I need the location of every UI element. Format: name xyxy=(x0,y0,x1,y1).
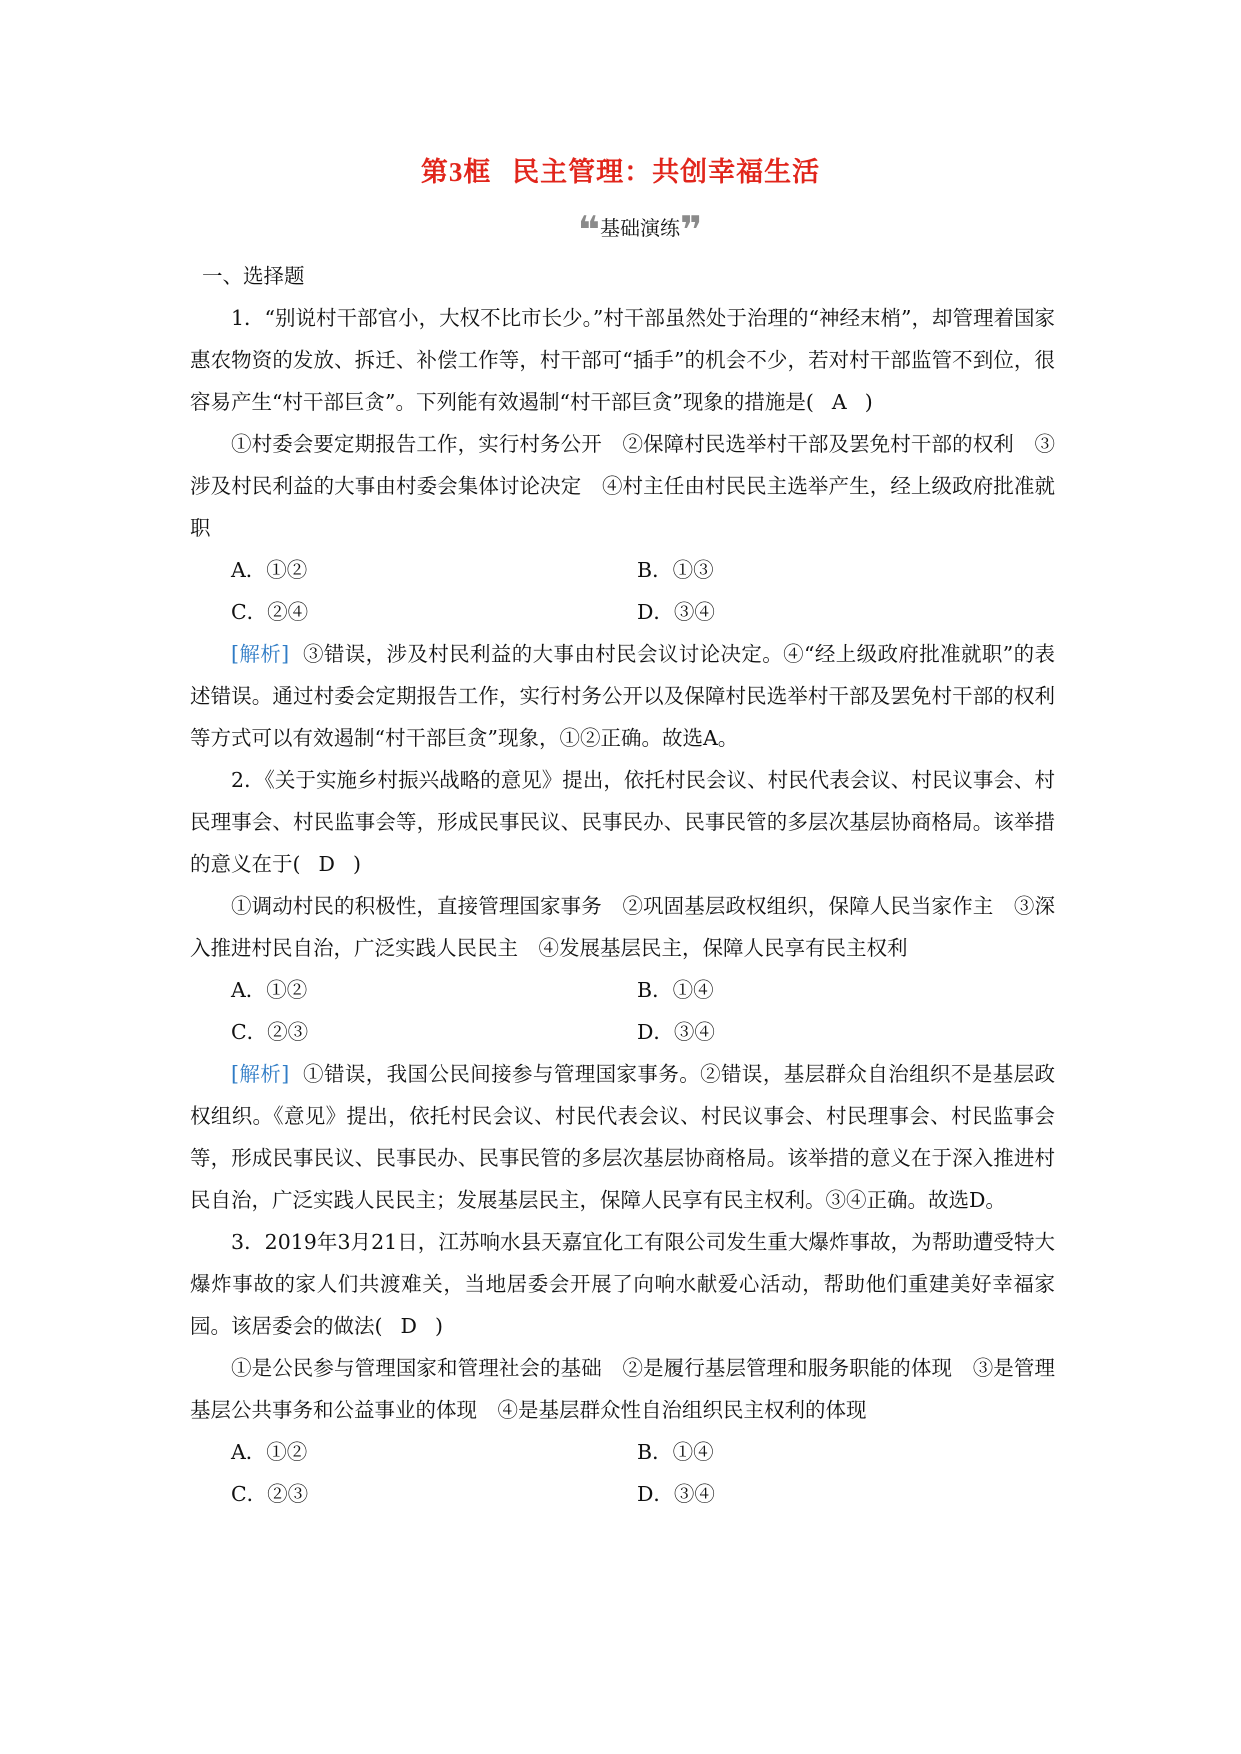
title-prefix: 第 xyxy=(420,157,449,188)
close-quote-icon: ❞ xyxy=(680,208,703,252)
option-a: A．①② xyxy=(231,978,308,1002)
title-main: 民主管理：共创幸福生活 xyxy=(512,157,821,188)
option-row xyxy=(190,969,1055,1011)
question-stem: 1．“别说村干部官小，大权不比市长少。”村干部虽然处于治理的“神经末梢”，却管理着国家惠农物资的发放、拆迁、补偿工作等，村干部可“插手”的机会不少，若对村干部监管不到位，很容易产生“村干部巨贪”。下列能有效遏制“村干部巨贪”现象的措施是( A ) xyxy=(190,306,1055,414)
statement-items: ①村委会要定期报告工作，实行村务公开 ②保障村民选举村干部及罢免村干部的权利 ③涉及村民利益的大事由村委会集体讨论决定 ④村主任由村民民主选举产生，经上级政府批准就职 xyxy=(190,432,1055,540)
option-row xyxy=(190,1431,1055,1473)
option-a: A．①② xyxy=(231,558,308,582)
question-stem: 2．《关于实施乡村振兴战略的意见》提出，依托村民会议、村民代表会议、村民议事会、村民理事会、村民监事会等，形成民事民议、民事民办、民事民管的多层次基层协商格局。该举措的意义在于( D ) xyxy=(190,768,1055,876)
option-d: D．③④ xyxy=(637,1020,715,1044)
option-row xyxy=(190,549,1055,591)
title-number: 3 xyxy=(448,157,464,187)
answer-choice: D xyxy=(318,852,335,876)
answer-choice: D xyxy=(400,1314,417,1338)
title-suffix: 框 xyxy=(463,157,492,188)
page-title xyxy=(0,150,1241,189)
option-a: A．①② xyxy=(231,1440,308,1464)
statement-items: ①调动村民的积极性，直接管理国家事务 ②巩固基层政权组织，保障人民当家作主 ③深入推进村民自治，广泛实践人民民主 ④发展基层民主，保障人民享有民主权利 xyxy=(190,894,1055,960)
analysis: [解析] ①错误，我国公民间接参与管理国家事务。②错误，基层群众自治组织不是基层政权组织。《意见》提出，依托村民会议、村民代表会议、村民议事会、村民理事会、村民监事会等，形成民事民议、民事民办、民事民管的多层次基层协商格局。该举措的意义在于深入推进村民自治，广泛实践人民民主；发展基层民主，保障人民享有民主权利。③④正确。故选D。 xyxy=(190,1062,1056,1212)
option-c: C．②③ xyxy=(231,1020,309,1044)
section-badge xyxy=(560,206,720,252)
analysis-label: [解析] xyxy=(231,1062,290,1086)
question-content xyxy=(190,255,1055,1515)
question-3 xyxy=(190,1221,1055,1515)
option-b: B．①③ xyxy=(637,558,714,582)
option-c: C．②④ xyxy=(231,600,309,624)
answer-choice: A xyxy=(831,390,847,414)
question-stem: 3．2019年3月21日，江苏响水县天嘉宜化工有限公司发生重大爆炸事故，为帮助遭受特大爆炸事故的家人们共渡难关，当地居委会开展了向响水献爱心活动，帮助他们重建美好幸福家园。该居委会的做法( D ) xyxy=(190,1230,1055,1338)
option-d: D．③④ xyxy=(637,1482,715,1506)
badge-label: 基础演练 xyxy=(600,215,680,240)
statement-items: ①是公民参与管理国家和管理社会的基础 ②是履行基层管理和服务职能的体现 ③是管理基层公共事务和公益事业的体现 ④是基层群众性自治组织民主权利的体现 xyxy=(190,1356,1055,1422)
question-2 xyxy=(190,759,1055,1221)
option-b: B．①④ xyxy=(637,978,714,1002)
option-row xyxy=(190,1011,1055,1053)
open-quote-icon: ❝ xyxy=(577,208,600,252)
analysis: [解析] ③错误，涉及村民利益的大事由村民会议讨论决定。④“经上级政府批准就职”的表述错误。通过村委会定期报告工作，实行村务公开以及保障村民选举村干部及罢免村干部的权利等方式可以有效遏制“村干部巨贪”现象，①②正确。故选A。 xyxy=(190,642,1055,750)
question-1 xyxy=(190,297,1055,759)
analysis-label: [解析] xyxy=(231,642,290,666)
section-heading: 一、选择题 xyxy=(202,264,305,288)
option-row xyxy=(190,1473,1055,1515)
option-d: D．③④ xyxy=(637,600,715,624)
option-b: B．①④ xyxy=(637,1440,714,1464)
option-c: C．②③ xyxy=(231,1482,309,1506)
option-row xyxy=(190,591,1055,633)
